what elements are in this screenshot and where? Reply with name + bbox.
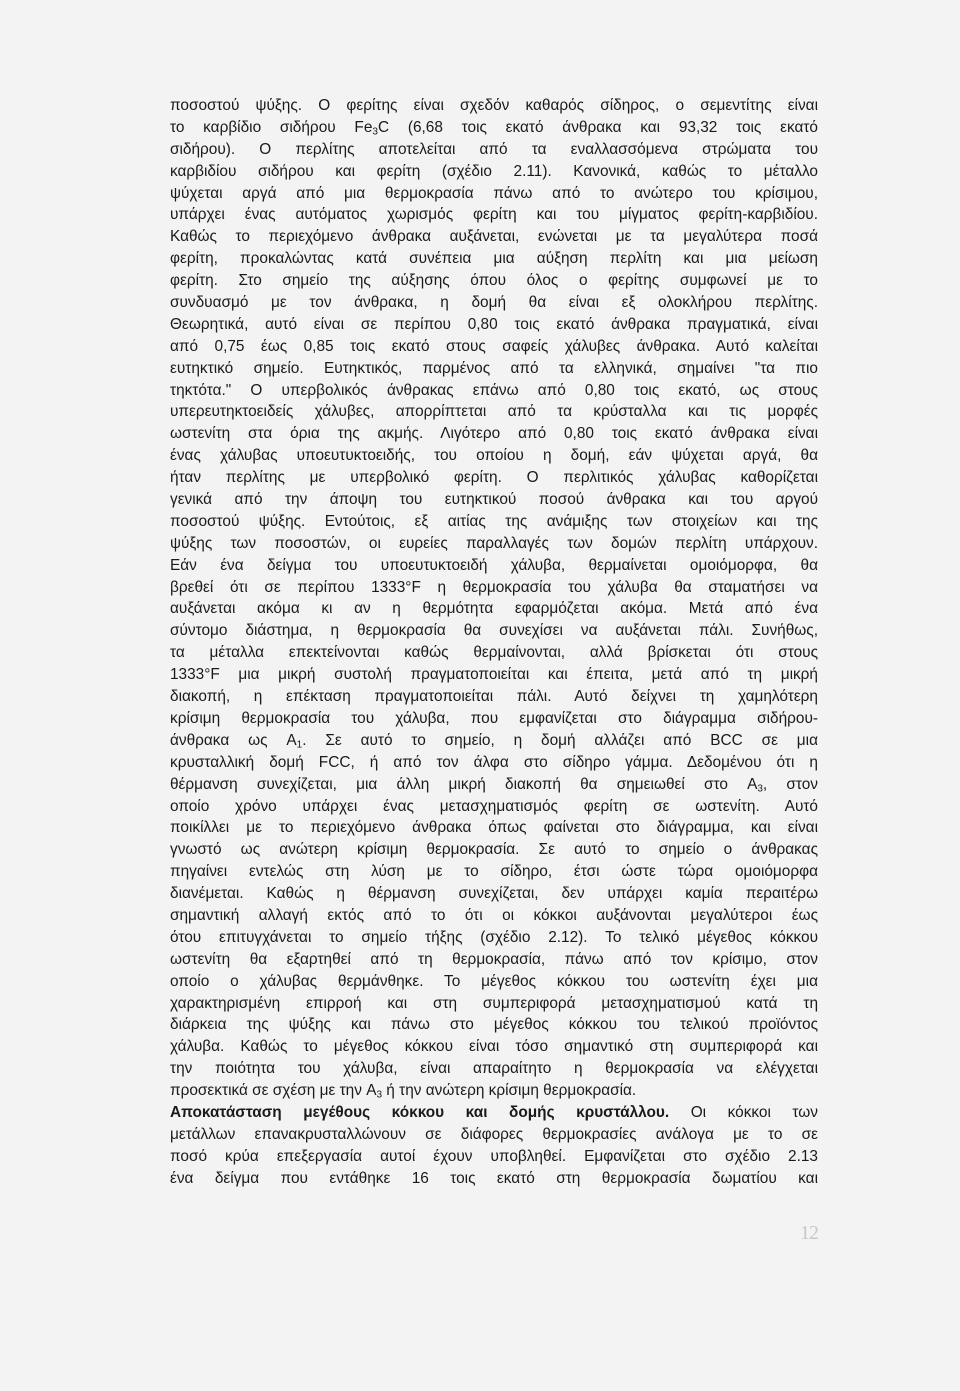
text-line: ψύξης των ποσοστών, οι ευρείες παραλλαγές των δομών περλίτη υπάρχουν. bbox=[170, 534, 818, 552]
text-line: υπερευτηκτοειδείς χάλυβες, απορρίπτεται από τα κρύσταλλα και τις μορφές bbox=[170, 403, 818, 421]
page-number: 12 bbox=[800, 1222, 818, 1244]
text-line: την ποιότητα του χάλυβα, είναι απαραίτητο η θερμοκρασία να ελέγχεται bbox=[170, 1060, 818, 1078]
text-line: Καθώς το περιεχόμενο άνθρακα αυξάνεται, ενώνεται με τα μεγαλύτερα ποσά bbox=[170, 228, 818, 246]
text-line: από 0,75 έως 0,85 τοις εκατό στους σαφείς χάλυβες άνθρακα. Αυτό καλείται bbox=[170, 337, 818, 355]
text-line: διανέμεται. Καθώς η θέρμανση συνεχίζεται, δεν υπάρχει καμία περαιτέρω bbox=[170, 885, 818, 903]
text-line: Εάν ένα δείγμα του υποευτυκτοειδή χάλυβα, θερμαίνεται ομοιόμορφα, θα bbox=[170, 556, 818, 574]
text-line: ψύχεται αργά από μια θερμοκρασία πάνω από το ανώτερο του κρίσιμου, bbox=[170, 184, 818, 202]
text-line: ήταν περλίτης με υπερβολικό φερίτη. Ο περλιτικός χάλυβας καθορίζεται bbox=[170, 469, 818, 487]
text-line: διάρκεια της ψύξης και πάνω στο μέγεθος κόκκου του τελικού προϊόντος bbox=[170, 1016, 818, 1034]
text-line: οποίο χρόνο υπάρχει ένας μετασχηματισμός φερίτη σε ωστενίτη. Αυτό bbox=[170, 797, 818, 815]
text-line: χάλυβα. Καθώς το μέγεθος κόκκου είναι τόσο σημαντικό στη συμπεριφορά και bbox=[170, 1038, 818, 1056]
text-line: σύντομο διάστημα, η θερμοκρασία θα συνεχίσει να αυξάνεται πάλι. Συνήθως, bbox=[170, 622, 818, 640]
text-line: βρεθεί ότι σε περίπου 1333°F η θερμοκρασία του χάλυβα θα σταματήσει να bbox=[170, 578, 818, 596]
text-line: φερίτη. Στο σημείο της αύξησης όπου όλος ο φερίτης συμφωνεί με το bbox=[170, 272, 818, 290]
text-line: υπάρχει ένας αυτόματος χωρισμός φερίτη και του μίγματος φερίτη-καρβιδίου. bbox=[170, 206, 818, 224]
text-line: οποίο ο χάλυβας θερμάνθηκε. Το μέγεθος κόκκου του ωστενίτη έχει μια bbox=[170, 972, 818, 990]
text-line: γνωστό ως ανώτερη κρίσιμη θερμοκρασία. Σε αυτό το σημείο ο άνθρακας bbox=[170, 841, 818, 859]
text-line-fe3c-content: το καρβίδιο σιδήρου $Fe_3C$ (6,68 τοις εκατό άνθρακα και 93,32 τοις εκατό bbox=[170, 118, 818, 138]
text-line: Θεωρητικά, αυτό είναι σε περίπου 0,80 τοις εκατό άνθρακα πραγματικά, είναι bbox=[170, 315, 818, 333]
text-line: διακοπή, η επέκταση πραγματοποιείται πάλι. Αυτό δείχνει τη χαμηλότερη bbox=[170, 688, 818, 706]
section-first-line-rest: Οι κόκκοι των bbox=[669, 1103, 818, 1121]
text-line: αυξάνεται ακόμα κι αν η θερμότητα εφαρμόζεται ακόμα. Μετά από ένα bbox=[170, 600, 818, 618]
text-line: ποσό κρύα επεξεργασία αυτοί έχουν υποβληθεί. Εμφανίζεται στο σχέδιο 2.13 bbox=[170, 1147, 818, 1165]
text-line: μετάλλων επανακρυσταλλώνουν σε διάφορες θερμοκρασίες ανάλογα με το σε bbox=[170, 1125, 818, 1143]
text-line: συνδυασμό με τον άνθρακα, η δομή θα είναι εξ ολοκλήρου περλίτης. bbox=[170, 294, 818, 312]
text-line: κρυσταλλική δομή FCC, ή από τον άλφα στο σίδηρο γάμμα. Δεδομένου ότι η bbox=[170, 753, 818, 771]
text-line: τηκτότα." Ο υπερβολικός άνθρακας επάνω από 0,80 τοις εκατό, ως στους bbox=[170, 381, 818, 399]
text-line-paragraph-end: προσεκτικά σε σχέση με την $A_3$ ή την ανώτερη κρίσιμη θερμοκρασία. bbox=[170, 1082, 637, 1101]
body-text bbox=[170, 95, 818, 1190]
text-line: ποικίλλει με το περιεχόμενο άνθρακα όπως φαίνεται στο διάγραμμα, και είναι bbox=[170, 819, 818, 837]
text-line: ευτηκτικό σημείο. Ευτηκτικός, παρμένος από τα ελληνικά, σημαίνει "τα πιο bbox=[170, 359, 818, 377]
text-line: τα μέταλλα επεκτείνονται καθώς θερμαίνονται, αλλά βρίσκεται ότι στους bbox=[170, 644, 818, 662]
text-line: ποσοστού ψύξης. Ο φερίτης είναι σχεδόν καθαρός σίδηρος, ο σεμεντίτης είναι bbox=[170, 97, 818, 114]
text-line: πηγαίνει εντελώς στη λύση με το σίδηρο, έτσι ώστε τώρα ομοιόμορφα bbox=[170, 863, 818, 881]
text-line: σημαντική αλλαγή εκτός από το ότι οι κόκκοι αυξάνονται μεγαλύτεροι έως bbox=[170, 906, 818, 924]
text-line: χαρακτηρισμένη επιρροή και στη συμπεριφορά μετασχηματισμού κατά τη bbox=[170, 994, 818, 1012]
text-line: ποσοστού ψύξης. Εντούτοις, εξ αιτίας της ανάμιξης των στοιχείων και της bbox=[170, 512, 818, 530]
text-line: άνθρακα ως $A_1$. Σε αυτό το σημείο, η δομή αλλάζει από BCC σε μια bbox=[170, 731, 818, 751]
text-line: γενικά από την άποψη του ευτηκτικού ποσού άνθρακα και του αργού bbox=[170, 491, 818, 509]
text-line: καρβιδίου σιδήρου και φερίτη (σχέδιο 2.11). Κανονικά, καθώς το μέταλλο bbox=[170, 162, 818, 180]
text-line: ωστενίτη θα εξαρτηθεί από τη θερμοκρασία, πάνω από τον κρίσιμο, στον bbox=[170, 950, 818, 968]
text-line: ότου επιτυγχάνεται το σημείο τήξης (σχέδιο 2.12). Το τελικό μέγεθος κόκκου bbox=[170, 928, 818, 946]
text-line: ένα δείγμα που εντάθηκε 16 τοις εκατό στη θερμοκρασία δωματίου και bbox=[170, 1169, 818, 1187]
text-line: ένας χάλυβας υποευτυκτοειδής, του οποίου η δομή, εάν ψύχεται αργά, θα bbox=[170, 447, 818, 465]
section-heading: Αποκατάσταση μεγέθους κόκκου και δομής κρυστάλλου. bbox=[170, 1103, 670, 1121]
text-line: ωστενίτη στα όρια της ακμής. Λιγότερο από 0,80 τοις εκατό άνθρακα είναι bbox=[170, 425, 818, 443]
text-line: σιδήρου). Ο περλίτης αποτελείται από τα εναλλασσόμενα στρώματα του bbox=[170, 140, 818, 158]
text-line: 1333°F μια μικρή συστολή πραγματοποιείται και έπειτα, μετά από τη μικρή bbox=[170, 666, 818, 684]
text-line: κρίσιμη θερμοκρασία του χάλυβα, που εμφανίζεται στο διάγραμμα σιδήρου- bbox=[170, 709, 818, 727]
text-line: φερίτη, προκαλώντας κατά συνέπεια μια αύξηση περλίτη και μια μείωση bbox=[170, 250, 818, 268]
text-line: θέρμανση συνεχίζεται, μια άλλη μικρή διακοπή θα σημειωθεί στο $A_3$, στον bbox=[170, 775, 818, 795]
section-first-line bbox=[170, 1102, 818, 1124]
text-line-fe3c bbox=[170, 117, 818, 139]
